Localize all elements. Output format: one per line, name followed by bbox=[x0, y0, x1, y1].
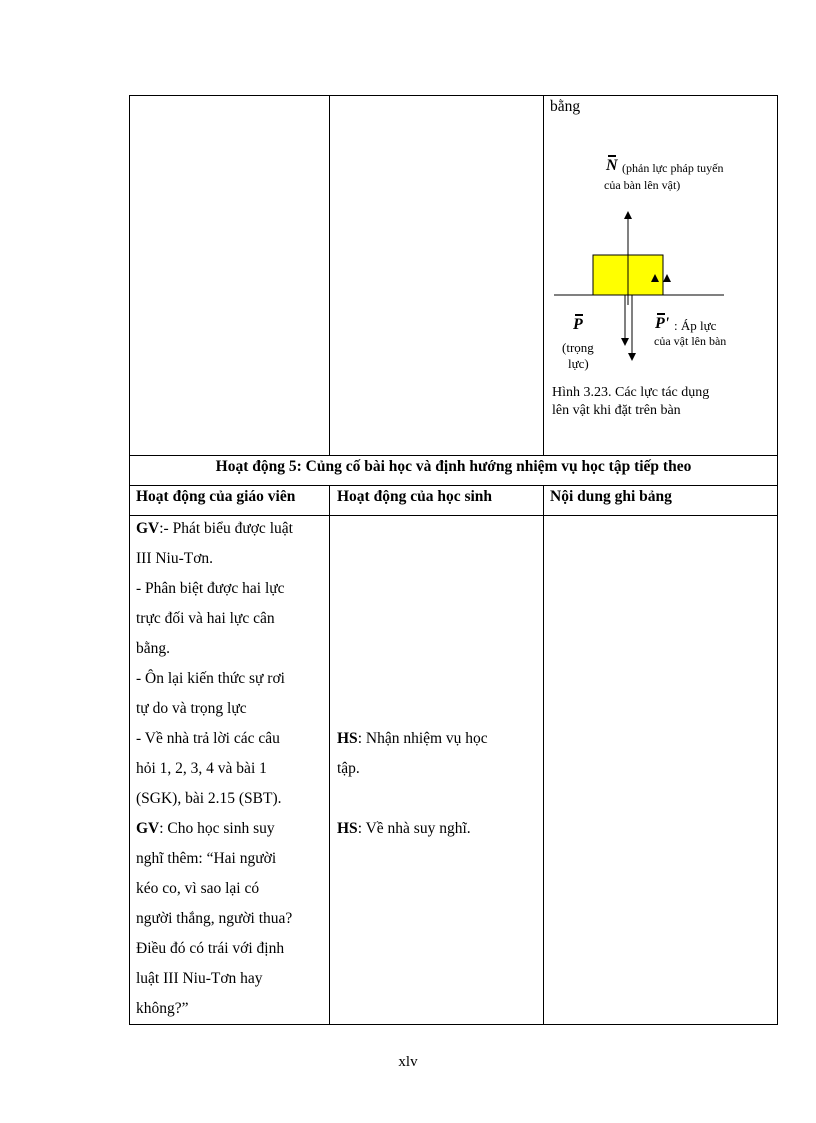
activity-title: Hoạt động 5: Củng cố bài học và định hướng nhiệm vụ học tập tiếp theo bbox=[215, 458, 692, 475]
teacher-line: người thắng, người thua? bbox=[136, 910, 293, 927]
table-row-divider-2 bbox=[129, 485, 778, 486]
student-think-block: HS: Về nhà suy nghĩ. bbox=[337, 820, 471, 837]
teacher-line: GV:- Phát biểu được luật bbox=[136, 520, 293, 537]
hs-label: HS bbox=[337, 730, 358, 747]
teacher-line: - Về nhà trả lời các câu bbox=[136, 730, 280, 747]
p-vector-label: P bbox=[573, 316, 583, 333]
p-description-line1: (trọng bbox=[562, 340, 594, 355]
teacher-line: không?” bbox=[136, 1000, 189, 1017]
teacher-line: nghĩ thêm: “Hai người bbox=[136, 850, 277, 867]
teacher-column bbox=[136, 514, 293, 1024]
teacher-line: hỏi 1, 2, 3, 4 và bài 1 bbox=[136, 760, 267, 777]
figure-caption-line1: Hình 3.23. Các lực tác dụng bbox=[552, 385, 710, 400]
teacher-line: luật III Niu-Tơn hay bbox=[136, 970, 263, 987]
student-task-block bbox=[337, 724, 488, 784]
teacher-line: - Ôn lại kiến thức sự rơi bbox=[136, 670, 285, 687]
n-description-line2: của bàn lên vật) bbox=[604, 178, 681, 192]
teacher-line: (SGK), bài 2.15 (SBT). bbox=[136, 790, 282, 807]
p-prime-description-line2: của vật lên bàn bbox=[654, 334, 727, 348]
table-border-top bbox=[129, 95, 778, 96]
teacher-line: tự do và trọng lực bbox=[136, 700, 247, 717]
teacher-line: trực đối và hai lực cân bbox=[136, 610, 275, 627]
p-arrowhead bbox=[621, 338, 629, 346]
teacher-line: kéo co, vì sao lại có bbox=[136, 880, 260, 897]
p-prime-arrowhead bbox=[628, 353, 636, 361]
student-line: HS: Nhận nhiệm vụ học bbox=[337, 730, 488, 747]
small-triangle-marker bbox=[663, 274, 671, 282]
teacher-line: - Phân biệt được hai lực bbox=[136, 580, 285, 597]
teacher-line: bằng. bbox=[136, 640, 171, 657]
table-divider-col1-bottom bbox=[329, 485, 330, 1025]
header-student: Hoạt động của học sinh bbox=[337, 488, 493, 505]
teacher-line: GV: Cho học sinh suy bbox=[136, 820, 275, 837]
teacher-line: III Niu-Tơn. bbox=[136, 550, 214, 567]
gv-label: GV bbox=[136, 820, 160, 837]
table-border-bottom bbox=[129, 1024, 778, 1025]
table-border-right bbox=[777, 95, 778, 1025]
table-divider-col1-top bbox=[329, 95, 330, 455]
n-vector-label: N bbox=[606, 157, 618, 174]
header-teacher: Hoạt động của giáo viên bbox=[136, 488, 296, 505]
figure-caption-line2: lên vật khi đặt trên bàn bbox=[552, 403, 681, 418]
gv-label: GV bbox=[136, 520, 160, 537]
p-description-line2: lực) bbox=[568, 356, 589, 371]
col3-continued-text: bằng bbox=[550, 98, 581, 115]
table-border-left bbox=[129, 95, 130, 1025]
header-content: Nội dung ghi bảng bbox=[550, 488, 672, 505]
table-divider-col2-bottom bbox=[543, 485, 544, 1025]
p-prime-vector-label: P' bbox=[655, 315, 670, 332]
n-arrowhead bbox=[624, 211, 632, 219]
p-prime-description-line1: : Áp lực bbox=[674, 318, 717, 333]
teacher-line: Điều đó có trái với định bbox=[136, 940, 285, 957]
table-row-divider-1 bbox=[129, 455, 778, 456]
table-divider-col2-top bbox=[543, 95, 544, 455]
hs-label: HS bbox=[337, 820, 358, 837]
student-line: tập. bbox=[337, 760, 360, 777]
n-description-line1: (phản lực pháp tuyến bbox=[622, 161, 724, 175]
page-number: xlv bbox=[398, 1054, 418, 1070]
